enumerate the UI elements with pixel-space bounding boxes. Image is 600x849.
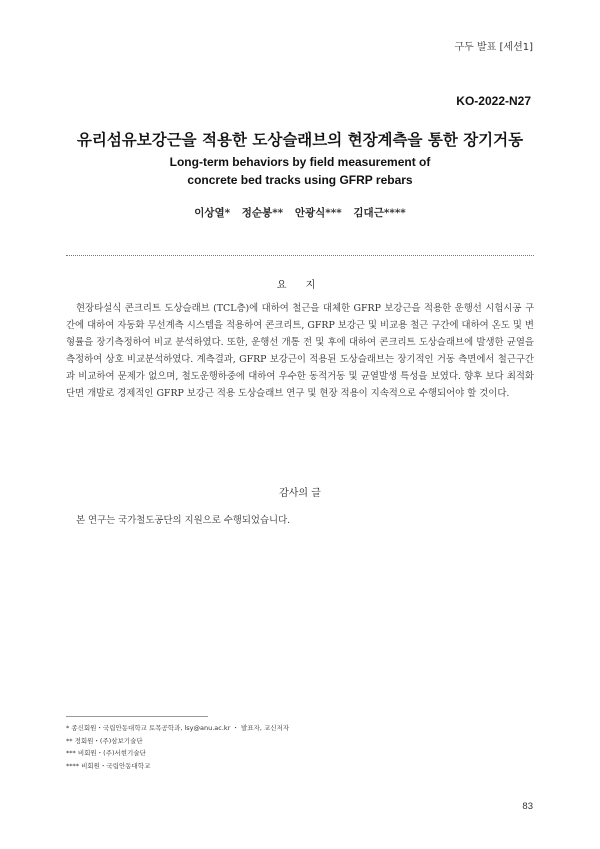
section-divider bbox=[66, 255, 534, 256]
footnote-rule bbox=[66, 716, 208, 717]
english-title-line-1: Long-term behaviors by field measurement of bbox=[169, 155, 431, 169]
footnote: *** 비회원・(주)서현기술단 bbox=[66, 749, 146, 757]
author: 안광식*** bbox=[294, 207, 342, 219]
english-title-line-2: concrete bed tracks using GFRP rebars bbox=[187, 173, 413, 187]
abstract-text: 현장타설식 콘크리트 도상슬래브 (TCL층)에 대하여 철근을 대체한 GFRP 보강근을 적용한 운행선 시험시공 구간에 대하여 자동화 무선계측 시스템을 적용하여 콘크리트, GFRP 보강근 및 비교용 철근 구간에 대하여 온도 및 변형률을 장기측정하여 비교 분석하였다. 또한, 운행선 개통 전 및 후에 대하여 콘크리트 도상슬래브에 발생한 균열을 측정하여 상호 비교분석하였다. 계측결과, GFRP 보강근이 적용된 도상슬래브는 장기적인 거동 측면에서 철근구간과 비교하여 문제가 없으며, 철도운행하중에 대하여 우수한 동적거동 및 균열발생 특성을 보였다. 향후 보다 최적화 단면 개발로 경제적인 GFRP 보강근 적용 도상슬래브 연구 및 현장 적용이 지속적으로 수행되어야 할 것이다. bbox=[66, 303, 534, 399]
footnote: * 종신회원・국립안동대학교 토목공학과, lsy@anu.ac.kr ・ 발표자, 교신저자 bbox=[66, 724, 290, 732]
acknowledgement-heading: 감사의 글 bbox=[279, 488, 321, 499]
footnote: ** 정회원・(주)삼보기술단 bbox=[66, 736, 143, 745]
footnotes bbox=[66, 722, 289, 772]
author: 이상열* bbox=[194, 207, 231, 219]
paper-id: KO-2022-N27 bbox=[456, 94, 531, 108]
session-label: 구두 발표 [세션1] bbox=[454, 42, 533, 53]
author: 김대근**** bbox=[353, 207, 406, 219]
acknowledgement-text: 본 연구는 국가철도공단의 지원으로 수행되었습니다. bbox=[76, 515, 291, 526]
page-number: 83 bbox=[522, 801, 533, 812]
abstract-heading: 요 지 bbox=[276, 280, 324, 291]
author-list bbox=[0, 205, 600, 220]
footnote: **** 비회원・국립안동대학교 bbox=[66, 761, 151, 770]
author: 정순봉** bbox=[241, 207, 284, 219]
korean-title: 유리섬유보강근을 적용한 도상슬래브의 현장계측을 통한 장기거동 bbox=[76, 131, 524, 149]
